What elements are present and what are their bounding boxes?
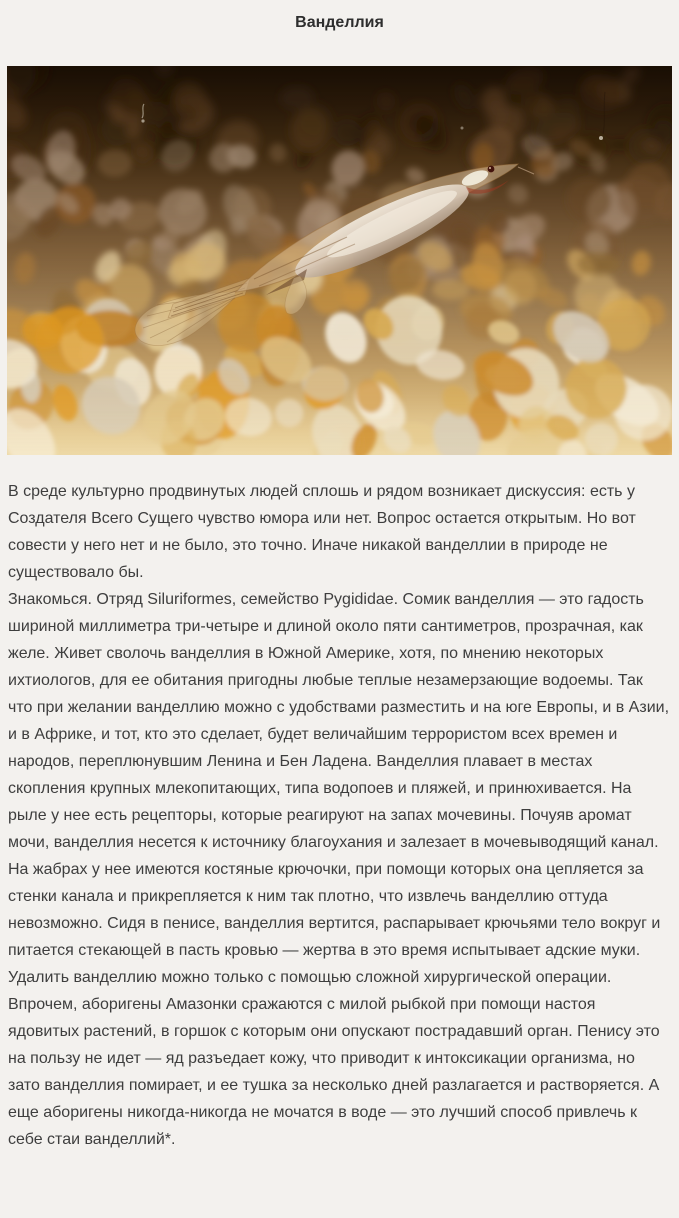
paragraph: Знакомься. Отряд Siluriformes, семейство Pygididae. Сомик ванделлия — это гадость шириной миллиметра три-четыре и длиной около пяти сантиметров, прозрачная, как желе. Живет сволочь ванделлия в Южной Америке, хотя, по мнению некоторых ихтиологов, для ее обитания пригодны любые теплые незамерзающие водоемы. Так что при желании ванделлию можно с удобствами разместить и на юге Европы, и в Азии, и в Африке, и тот, кто это сделает, будет величайшим террористом всех времен и народов, переплюнувшим Ленина и Бен Ладена. Ванделлия плавает в местах скопления крупных млекопитающих, типа водопоев и пляжей, и принюхивается. На рыле у нее есть рецепторы, которые реагируют на запах мочевины. Почуяв аромат мочи, ванделлия несется к источнику благоухания и залезает в мочевыводящий канал. На жабрах у нее имеются костяные крючочки, при помощи которых она цепляется за стенки канала и прикрепляется к ним так плотно, что извлечь ванделлию оттуда невозможно. Сидя в пенисе, ванделлия вертится, распарывает крючьями тело вокруг и питается стекающей в пасть кровью — жертва в это время испытывает адские муки. Удалить ванделлию можно только с помощью сложной хирургической операции. Впрочем, аборигены Амазонки сражаются с милой рыбкой при помощи настоя ядовитых растений, в горшок с которым они опускают пострадавший орган. Пенису это на пользу не идет — яд разъедает кожу, что приводит к интоксикации организма, но зато ванделлия помирает, и ее тушка за несколько дней разлагается и растворяется. А еще аборигены никогда-никогда не мочатся в воде — это лучший способ привлечь к себе стаи ванделлий*. — [8, 591, 670, 1148]
article-body — [8, 478, 671, 1153]
candiru-photo — [7, 66, 672, 455]
page-title: Ванделлия — [295, 14, 384, 31]
fish-eye — [488, 166, 495, 173]
fish-photo-svg — [7, 66, 672, 455]
paragraph: В среде культурно продвинутых людей сплошь и рядом возникает дискуссия: есть у Создателя Всего Сущего чувство юмора или нет. Вопрос остается открытым. Но вот совести у него нет и не было, это точно. Иначе никакой ванделлии в природе не существовало бы. — [8, 483, 636, 581]
eye-glint — [489, 167, 491, 169]
